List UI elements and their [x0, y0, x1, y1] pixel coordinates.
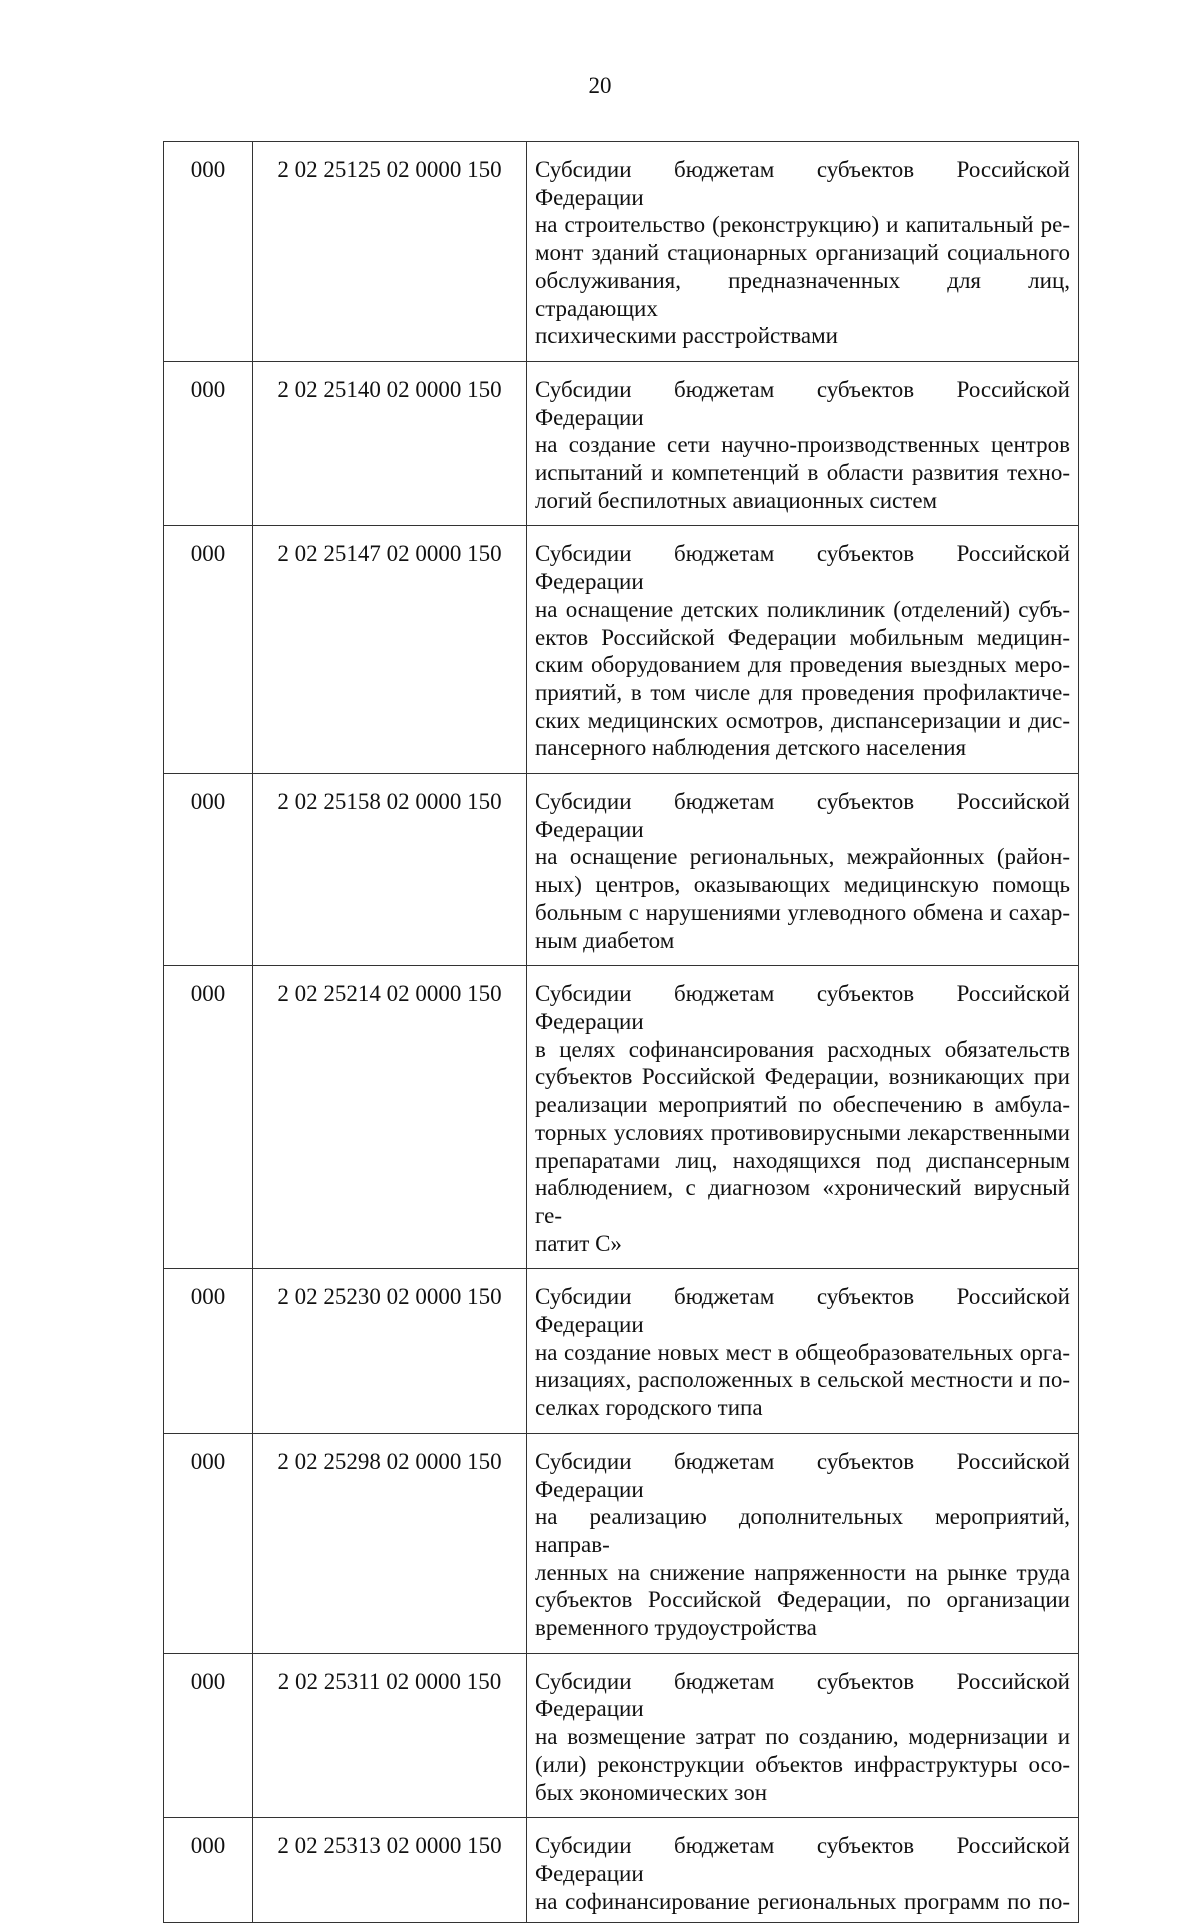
table-row	[164, 526, 1079, 774]
table-row	[164, 1269, 1079, 1434]
income-name-line: (или) реконструкции объектов инфраструктуры осо-	[535, 1751, 1070, 1777]
income-code-cell: 2 02 25311 02 0000 150	[253, 1653, 527, 1818]
income-name-line: наблюдением, с диагнозом «хронический вирусный ге-	[535, 1175, 1070, 1228]
table-row	[164, 1818, 1079, 1923]
table-row	[164, 1653, 1079, 1818]
income-name-line: Субсидии бюджетам субъектов Российской Федерации	[535, 157, 1070, 210]
income-name-cell	[527, 526, 1079, 774]
income-code-cell: 2 02 25125 02 0000 150	[253, 142, 527, 362]
income-name-line: ским оборудованием для проведения выездных меро-	[535, 652, 1070, 678]
income-name-line: ских медицинских осмотров, диспансеризации и дис-	[535, 707, 1070, 733]
income-name-line: монт зданий стационарных организаций социального	[535, 240, 1070, 266]
income-name-line: Субсидии бюджетам субъектов Российской Федерации	[535, 1833, 1070, 1886]
income-name-line: Субсидии бюджетам субъектов Российской Федерации	[535, 1668, 1070, 1722]
table-row	[164, 142, 1079, 362]
table-row	[164, 1433, 1079, 1653]
income-name-cell	[527, 774, 1079, 966]
income-name-line: Субсидии бюджетам субъектов Российской Федерации	[535, 789, 1070, 842]
table-row	[164, 361, 1079, 526]
income-name-line: на софинансирование региональных программ по по-	[535, 1888, 1070, 1914]
income-name-line: на оснащение детских поликлиник (отделений) субъ-	[535, 596, 1070, 622]
income-name-cell	[527, 966, 1079, 1269]
income-name-line: селках городского типа	[535, 1395, 763, 1421]
income-name-cell	[527, 1269, 1079, 1434]
income-name-line: низациях, расположенных в сельской местности и по-	[535, 1367, 1070, 1393]
income-name-cell	[527, 1653, 1079, 1818]
income-code-cell: 2 02 25147 02 0000 150	[253, 526, 527, 774]
admin-code-cell: 000	[164, 966, 253, 1269]
table-body	[164, 142, 1079, 1923]
income-name-line: приятий, в том числе для проведения профилактиче-	[535, 679, 1070, 705]
income-name-line: на возмещение затрат по созданию, модернизации и	[535, 1724, 1070, 1750]
income-name-line: на реализацию дополнительных мероприятий, направ-	[535, 1504, 1070, 1557]
table-row	[164, 966, 1079, 1269]
income-name-line: ных) центров, оказывающих медицинскую помощь	[535, 872, 1070, 898]
income-name-line: субъектов Российской Федерации, возникающих при	[535, 1064, 1070, 1090]
income-name-line: патит С»	[535, 1230, 622, 1256]
income-name-line: Субсидии бюджетам субъектов Российской Федерации	[535, 1284, 1070, 1338]
income-name-cell	[527, 1433, 1079, 1653]
income-name-line: Субсидии бюджетам субъектов Российской Федерации	[535, 1448, 1070, 1502]
income-name-line: Субсидии бюджетам субъектов Российской Федерации	[535, 981, 1070, 1034]
admin-code-cell: 000	[164, 1653, 253, 1818]
income-name-line: испытаний и компетенций в области развития техно-	[535, 460, 1070, 486]
income-name-line: в целях софинансирования расходных обязательств	[535, 1036, 1070, 1062]
income-name-line: обслуживания, предназначенных для лиц, страдающих	[535, 267, 1070, 321]
admin-code-cell: 000	[164, 1269, 253, 1434]
income-name-line: препаратами лиц, находящихся под диспансерным	[535, 1147, 1070, 1173]
income-code-cell: 2 02 25158 02 0000 150	[253, 774, 527, 966]
income-name-line: субъектов Российской Федерации, по организации	[535, 1587, 1070, 1613]
income-code-cell: 2 02 25230 02 0000 150	[253, 1269, 527, 1434]
budget-classification-table	[163, 141, 1079, 1923]
income-name-line: логий беспилотных авиационных систем	[535, 487, 938, 513]
income-code-cell: 2 02 25298 02 0000 150	[253, 1433, 527, 1653]
admin-code-cell: 000	[164, 774, 253, 966]
income-code-cell: 2 02 25313 02 0000 150	[253, 1818, 527, 1923]
income-name-line: на создание новых мест в общеобразовательных орга-	[535, 1339, 1070, 1365]
income-name-line: психическими расстройствами	[535, 323, 838, 349]
income-name-line: на создание сети научно-производственных центров	[535, 432, 1070, 458]
income-name-line: бых экономических зон	[535, 1779, 768, 1805]
income-name-line: временного трудоустройства	[535, 1615, 817, 1641]
income-code-cell: 2 02 25140 02 0000 150	[253, 361, 527, 526]
income-name-line: Субсидии бюджетам субъектов Российской Федерации	[535, 376, 1070, 430]
income-name-line: на оснащение региональных, межрайонных (район-	[535, 844, 1070, 870]
income-name-line: ектов Российской Федерации мобильным медицин-	[535, 624, 1070, 650]
income-name-line: ленных на снижение напряженности на рынке труда	[535, 1559, 1070, 1585]
income-name-line: больным с нарушениями углеводного обмена и сахар-	[535, 899, 1070, 925]
income-name-cell	[527, 361, 1079, 526]
income-name-line: на строительство (реконструкцию) и капитальный ре-	[535, 212, 1070, 238]
page-number: 20	[588, 73, 612, 98]
income-name-line: торных условиях противовирусными лекарственными	[535, 1119, 1070, 1145]
income-name-cell	[527, 1818, 1079, 1923]
income-code-cell: 2 02 25214 02 0000 150	[253, 966, 527, 1269]
income-name-line: пансерного наблюдения детского населения	[535, 735, 967, 761]
admin-code-cell: 000	[164, 361, 253, 526]
table-row	[164, 774, 1079, 966]
admin-code-cell: 000	[164, 1818, 253, 1923]
admin-code-cell: 000	[164, 1433, 253, 1653]
income-name-line: реализации мероприятий по обеспечению в амбула-	[535, 1092, 1070, 1118]
income-name-line: ным диабетом	[535, 927, 675, 953]
income-name-line: Субсидии бюджетам субъектов Российской Федерации	[535, 541, 1070, 595]
admin-code-cell: 000	[164, 142, 253, 362]
income-name-cell	[527, 142, 1079, 362]
admin-code-cell: 000	[164, 526, 253, 774]
